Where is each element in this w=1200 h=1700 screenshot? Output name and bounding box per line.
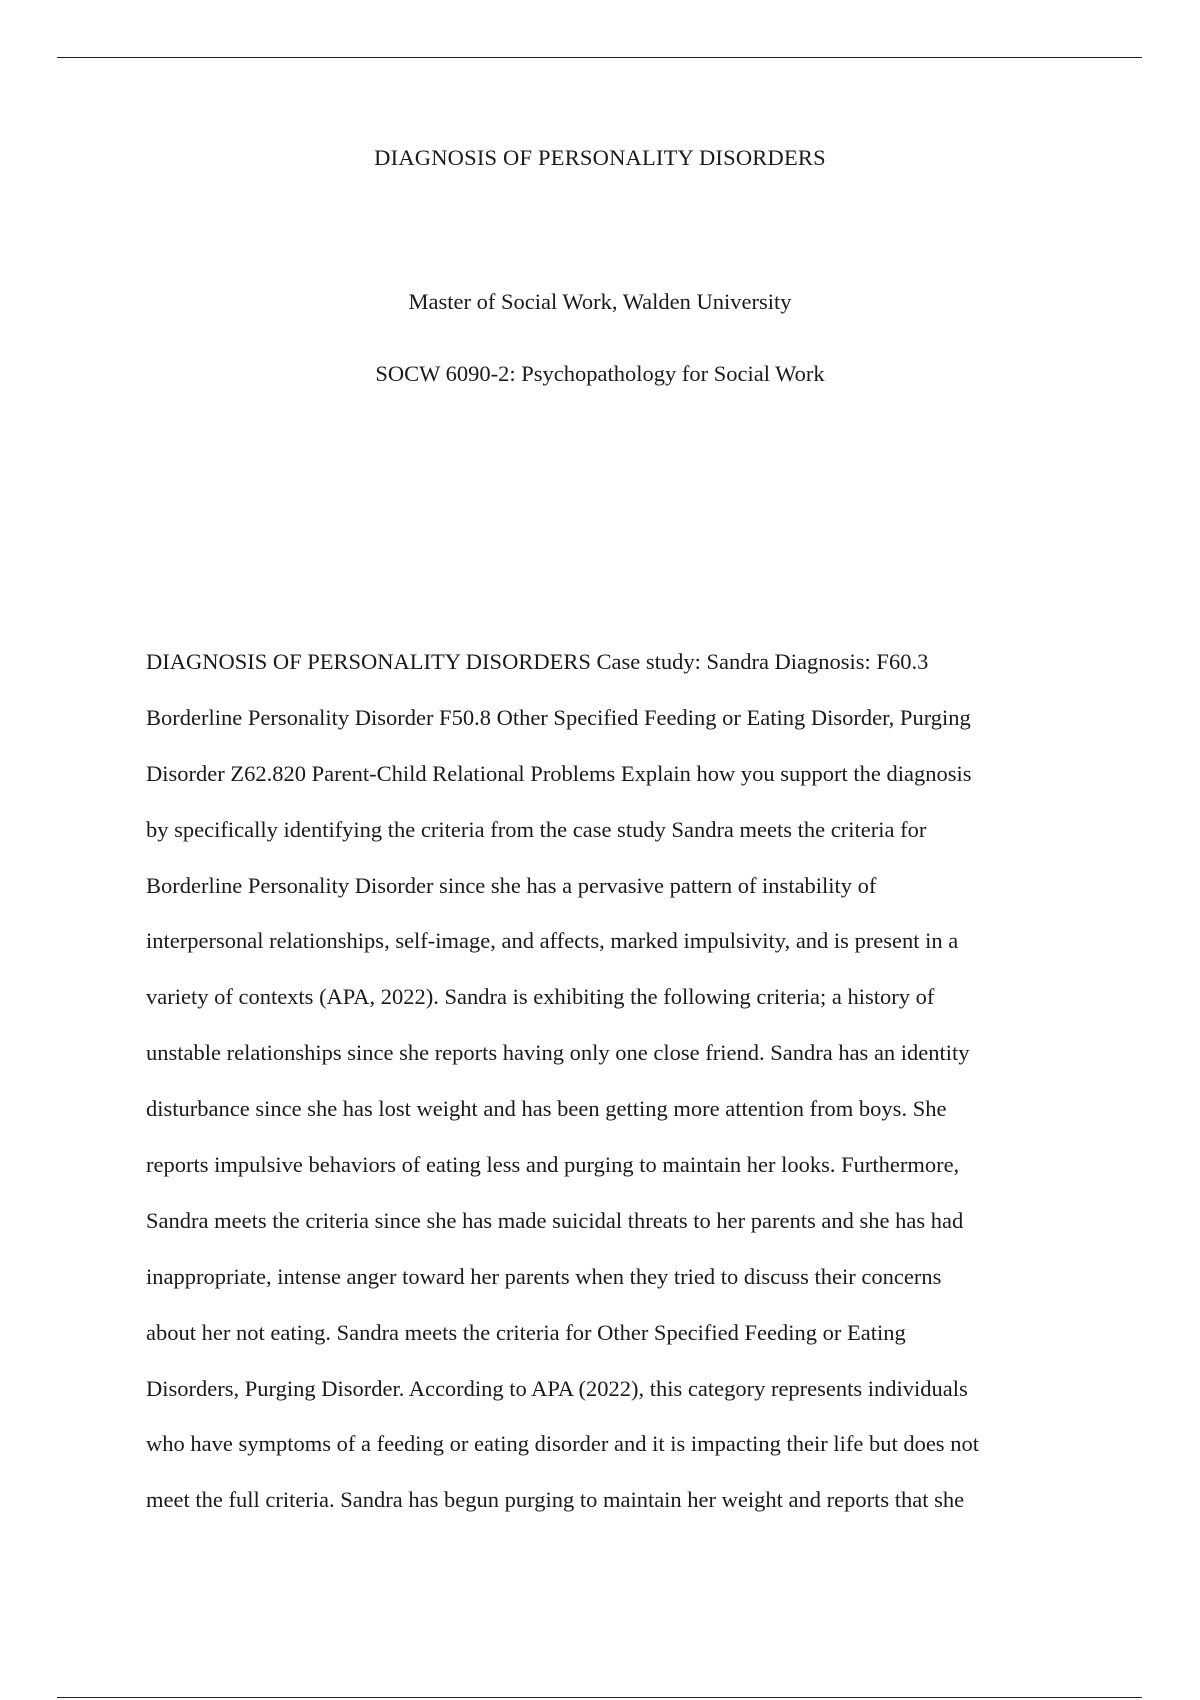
top-rule bbox=[57, 57, 1142, 58]
body-line: reports impulsive behaviors of eating less and purging to maintain her looks. Furthermore, bbox=[146, 1152, 960, 1178]
course-line: SOCW 6090-2: Psychopathology for Social Work bbox=[375, 361, 825, 386]
bottom-rule bbox=[57, 1697, 1142, 1698]
body-line: meet the full criteria. Sandra has begun purging to maintain her weight and reports that she bbox=[146, 1487, 965, 1513]
body-line: by specifically identifying the criteria from the case study Sandra meets the criteria for bbox=[146, 816, 927, 842]
body-line: interpersonal relationships, self-image, and affects, marked impulsivity, and is present in a bbox=[146, 928, 959, 954]
body-line: variety of contexts (APA, 2022). Sandra is exhibiting the following criteria; a history of bbox=[146, 984, 935, 1010]
body-line: Borderline Personality Disorder F50.8 Other Specified Feeding or Eating Disorder, Purging bbox=[146, 704, 971, 730]
body-line: inappropriate, intense anger toward her parents when they tried to discuss their concerns bbox=[146, 1263, 942, 1289]
body-line: Disorder Z62.820 Parent-Child Relational Problems Explain how you support the diagnosis bbox=[146, 760, 972, 786]
body-line: who have symptoms of a feeding or eating disorder and it is impacting their life but does not bbox=[146, 1431, 979, 1457]
body-line: Disorders, Purging Disorder. According to APA (2022), this category represents individuals bbox=[146, 1375, 968, 1401]
body-line: Sandra meets the criteria since she has made suicidal threats to her parents and she has had bbox=[146, 1207, 964, 1233]
body-line: DIAGNOSIS OF PERSONALITY DISORDERS Case study: Sandra Diagnosis: F60.3 bbox=[146, 649, 929, 674]
body-line: about her not eating. Sandra meets the criteria for Other Specified Feeding or Eating bbox=[146, 1319, 906, 1345]
program-line: Master of Social Work, Walden University bbox=[408, 289, 792, 314]
page-title: DIAGNOSIS OF PERSONALITY DISORDERS bbox=[374, 145, 826, 170]
body-text bbox=[146, 647, 1066, 1541]
body-line: disturbance since she has lost weight and has been getting more attention from boys. She bbox=[146, 1096, 947, 1122]
body-line: Borderline Personality Disorder since she has a pervasive pattern of instability of bbox=[146, 872, 877, 898]
body-line: unstable relationships since she reports having only one close friend. Sandra has an identity bbox=[146, 1040, 970, 1066]
